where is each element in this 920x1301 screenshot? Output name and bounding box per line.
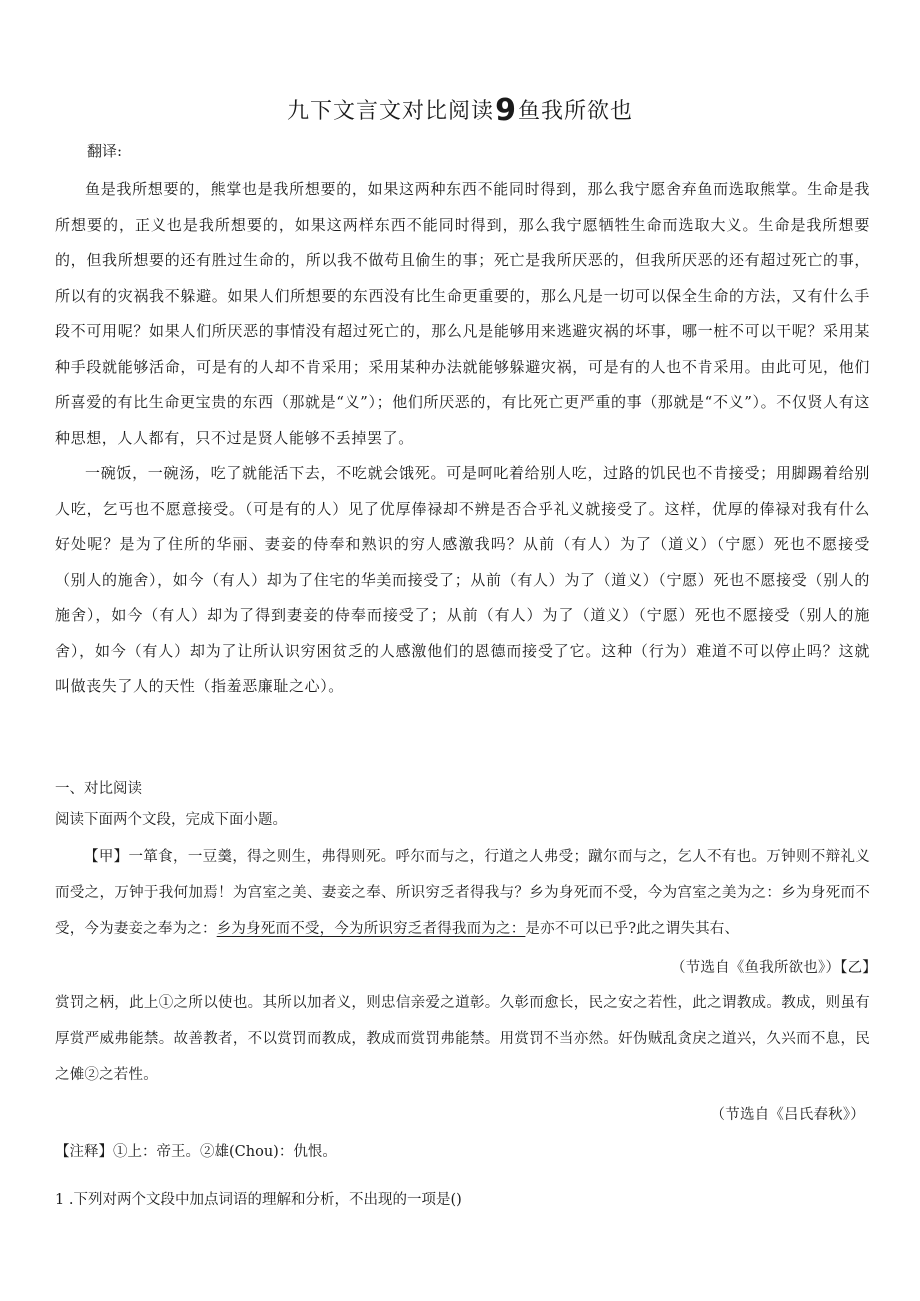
jia-text-b: 是亦不可以已乎?此之谓失其右、 xyxy=(525,921,740,937)
title-suffix: 鱼我所欲也 xyxy=(517,99,633,124)
page-title xyxy=(0,93,920,128)
translation-paragraph-2: 一碗饭，一碗汤，吃了就能活下去，不吃就会饿死。可是呵叱着给别人吃，过路的饥民也不肯接受；用脚踢着给别人吃，乞丐也不愿意接受。（可是有的人）见了优厚俸禄却不辨是否合乎礼义就接受了。这样，优厚的俸禄对我有什么好处呢？是为了住所的华丽、妻妾的侍奉和熟识的穷人感激我吗？从前（有人）为了（道义）（宁愿）死也不愿接受（别人的施舍），如今（有人）却为了住宅的华美而接受了；从前（有人）为了（道义）（宁愿）死也不愿接受（别人的施舍），如今（有人）却为了得到妻妾的侍奉而接受了；从前（有人）为了（道义）（宁愿）死也不愿接受（别人的施舍），如今（有人）却为了让所认识穷困贫乏的人感激他们的恩德而接受了它。这种（行为）难道不可以停止吗？这就叫做丧失了人的天性（指羞恶廉耻之心）。 xyxy=(55,464,870,695)
section-heading: 一、对比阅读 xyxy=(55,781,142,797)
passage-jia-text xyxy=(55,839,870,947)
passage-yi xyxy=(55,985,870,1093)
translation-paragraph-1: 鱼是我所想要的，熊掌也是我所想要的，如果这两种东西不能同时得到，那么我宁愿舍弃鱼而选取熊掌。生命是我所想要的，正义也是我所想要的，如果这两样东西不能同时得到，那么我宁愿牺牲生命而选取大义。生命是我所想要的，但我所想要的还有胜过生命的，所以我不做苟且偷生的事；死亡是我所厌恶的，但我所厌恶的还有超过死亡的事，所以有的灾祸我不躲避。如果人们所想要的东西没有比生命更重要的，那么凡是一切可以保全生命的方法，又有什么手段不可用呢？如果人们所厌恶的事情没有超过死亡的，那么凡是能够用来逃避灾祸的坏事，哪一桩不可以干呢？采用某种手段就能够活命，可是有的人却不肯采用；采用某种办法就能够躲避灾祸，可是有的人也不肯采用。由此可见，他们所喜爱的有比生命更宝贵的东西（那就是“义”）；他们所厌恶的，有比死亡更严重的事（那就是“不义”）。不仅贤人有这种思想，人人都有，只不过是贤人能够不丢掉罢了。 xyxy=(55,180,870,447)
translation-label: 翻译: xyxy=(87,142,123,160)
passage-yi-text: 赏罚之柄，此上①之所以使也。其所以加者义，则忠信亲爱之道彰。久彰而愈长，民之安之若性，此之谓教成。教成，则虽有厚赏严威弗能禁。故善教者，不以赏罚而教成，教成而赏罚弗能禁。用赏罚不当亦然。奸伪贼乱贪戾之道兴，久兴而不息，民之傩②之若性。 xyxy=(55,995,870,1083)
title-prefix: 九下文言文对比阅读 xyxy=(287,99,495,124)
translation-body xyxy=(55,172,870,705)
jia-source: （节选自《鱼我所欲也》）【乙】 xyxy=(671,960,877,976)
jia-underlined-sentence: 乡为身死而不受，今为所识穷乏者得我而为之： xyxy=(216,921,526,937)
title-number: 9 xyxy=(495,93,517,128)
jia-text-a: 【甲】一箪食，一豆羹，得之则生，弗得则死。呼尔而与之，行道之人弗受；蹴尔而与之，乞人不有也。万钟则不辩礼义而受之，万钟于我何加焉！为宫室之美、妻妾之奉、所识穷乏者得我与？乡为身死而不受，今为宫室之美为之：乡为身死而不受，今为妻妾之奉为之： xyxy=(55,849,870,937)
yi-source: （节选自《吕氏春秋》） xyxy=(710,1107,865,1123)
question-1: 1 .下列对两个文段中加点词语的理解和分析，不出现的一项是() xyxy=(55,1192,462,1208)
passage-jia xyxy=(55,839,870,947)
notes: 【注释】①上：帝王。②雄(Chou)：仇恨。 xyxy=(55,1144,337,1160)
section-instruction: 阅读下面两个文段，完成下面小题。 xyxy=(55,812,287,828)
